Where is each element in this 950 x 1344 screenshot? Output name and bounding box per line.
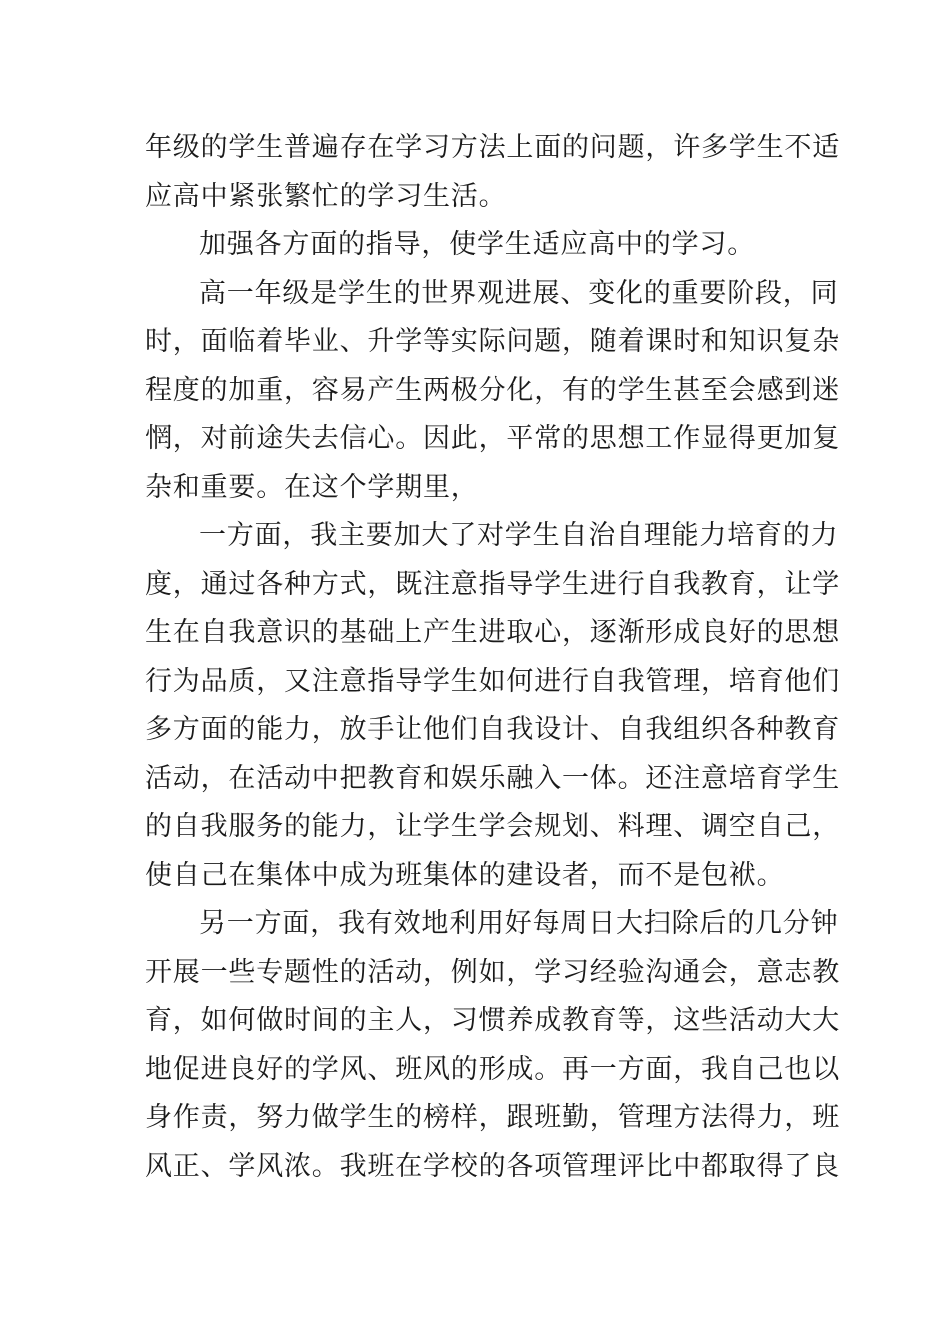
text-line: 多方面的能力，放手让他们自我设计、自我组织各种教育 — [145, 714, 840, 745]
text-line: 惘，对前途失去信心。因此，平常的思想工作显得更加复 — [145, 423, 840, 454]
text-line: 的自我服务的能力，让学生学会规划、料理、调空自己， — [145, 811, 840, 842]
text-line: 度，通过各种方式，既注意指导学生进行自我教育，让学 — [145, 568, 840, 600]
text-line: 一方面，我主要加大了对学生自治自理能力培育的力 — [199, 520, 839, 551]
text-line: 高一年级是学生的世界观进展、变化的重要阶段，同 — [199, 277, 839, 309]
text-line: 育，如何做时间的主人，习惯养成教育等，这些活动大大 — [145, 1005, 840, 1036]
text-line: 程度的加重，容易产生两极分化，有的学生甚至会感到迷 — [145, 374, 840, 406]
text-line: 另一方面，我有效地利用好每周日大扫除后的几分钟 — [199, 908, 839, 939]
text-line: 应高中紧张繁忙的学习生活。 — [145, 180, 507, 212]
text-line: 生在自我意识的基础上产生进取心，逐渐形成良好的思想 — [145, 617, 840, 648]
text-line: 年级的学生普遍存在学习方法上面的问题，许多学生不适 — [145, 132, 840, 163]
text-line: 加强各方面的指导，使学生适应高中的学习。 — [199, 229, 755, 260]
text-line: 开展一些专题性的活动，例如，学习经验沟通会，意志教 — [145, 956, 840, 988]
text-line: 风正、学风浓。我班在学校的各项管理评比中都取得了良 — [145, 1150, 840, 1182]
body-text — [145, 124, 840, 1191]
text-line: 行为品质，又注意指导学生如何进行自我管理，培育他们 — [145, 665, 840, 697]
text-line: 时，面临着毕业、升学等实际问题，随着课时和知识复杂 — [145, 326, 840, 357]
text-line: 地促进良好的学风、班风的形成。再一方面，我自己也以 — [145, 1053, 840, 1085]
text-line: 杂和重要。在这个学期里， — [145, 471, 479, 503]
text-line: 使自己在集体中成为班集体的建设者，而不是包袱。 — [145, 859, 785, 891]
text-line: 身作责，努力做学生的榜样，跟班勤，管理方法得力，班 — [145, 1102, 840, 1133]
text-line: 活动，在活动中把教育和娱乐融入一体。还注意培育学生 — [145, 762, 840, 794]
